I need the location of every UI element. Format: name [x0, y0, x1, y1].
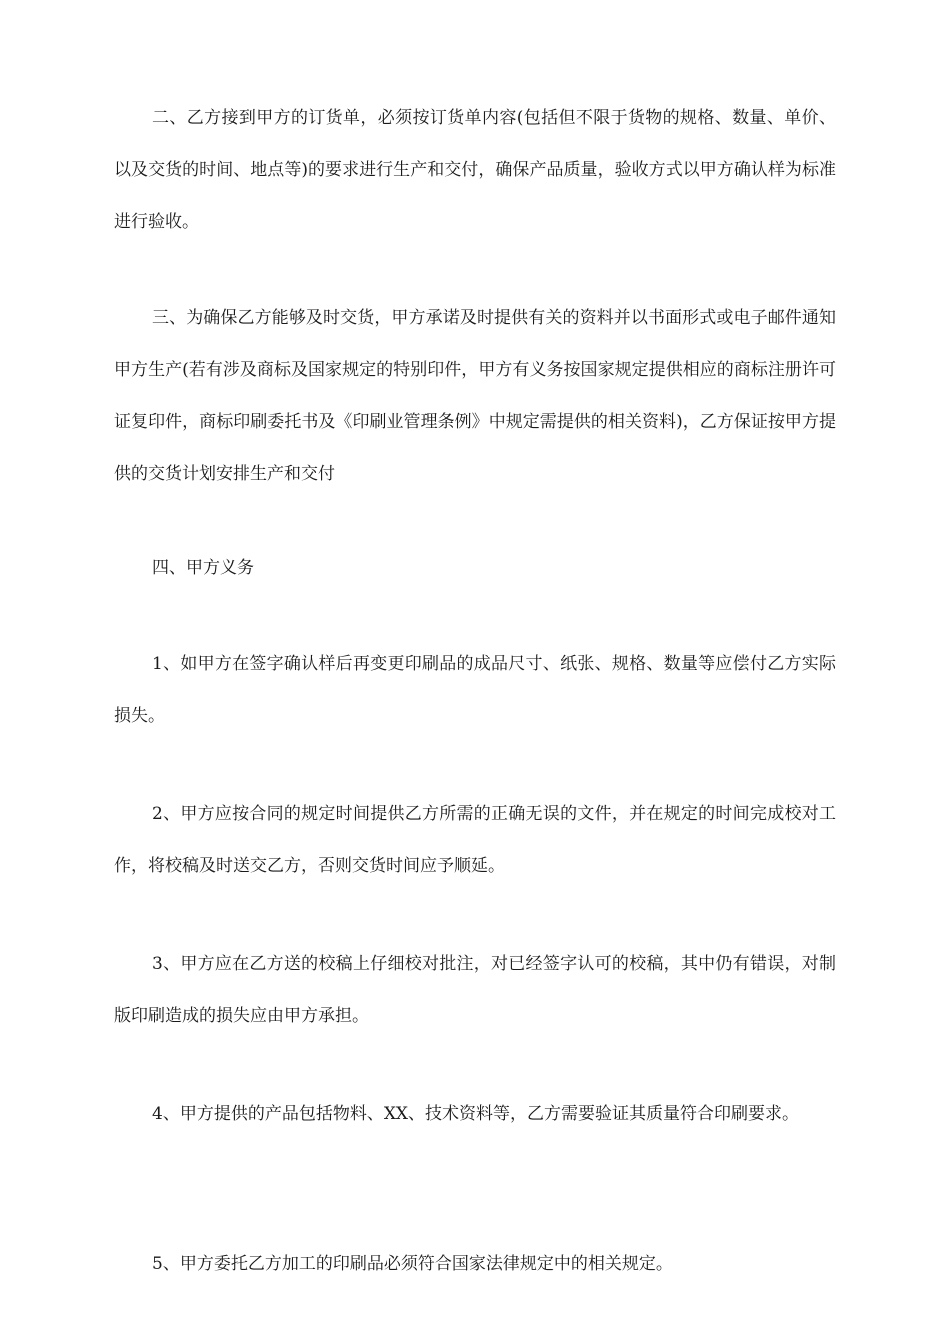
- obligation-4: 4、甲方提供的产品包括物料、XX、技术资料等，乙方需要验证其质量符合印刷要求。: [152, 1104, 800, 1124]
- obligation-3: 3、甲方应在乙方送的校稿上仔细校对批注，对已经签字认可的校稿，其中仍有错误，对制版印刷造成的损失应由甲方承担。: [114, 954, 836, 1026]
- obligation-5: 5、甲方委托乙方加工的印刷品必须符合国家法律规定中的相关规定。: [152, 1254, 673, 1274]
- clause-2-delivery-requirements: 二、乙方接到甲方的订货单，必须按订货单内容(包括但不限于货物的规格、数量、单价、以及交货的时间、地点等)的要求进行生产和交付，确保产品质量，验收方式以甲方确认样为标准进行验收。: [114, 108, 836, 232]
- obligation-1: 1、如甲方在签字确认样后再变更印刷品的成品尺寸、纸张、规格、数量等应偿付乙方实际损失。: [114, 654, 836, 726]
- clause-3-timely-delivery: 三、为确保乙方能够及时交货，甲方承诺及时提供有关的资料并以书面形式或电子邮件通知甲方生产(若有涉及商标及国家规定的特别印件，甲方有义务按国家规定提供相应的商标注册许可证复印件，商标印刷委托书及《印刷业管理条例》中规定需提供的相关资料)，乙方保证按甲方提供的交货计划安排生产和交付: [114, 308, 836, 484]
- section-heading-party-a-obligations: 四、甲方义务: [152, 558, 254, 578]
- obligation-2: 2、甲方应按合同的规定时间提供乙方所需的正确无误的文件，并在规定的时间完成校对工作，将校稿及时送交乙方，否则交货时间应予顺延。: [114, 804, 836, 876]
